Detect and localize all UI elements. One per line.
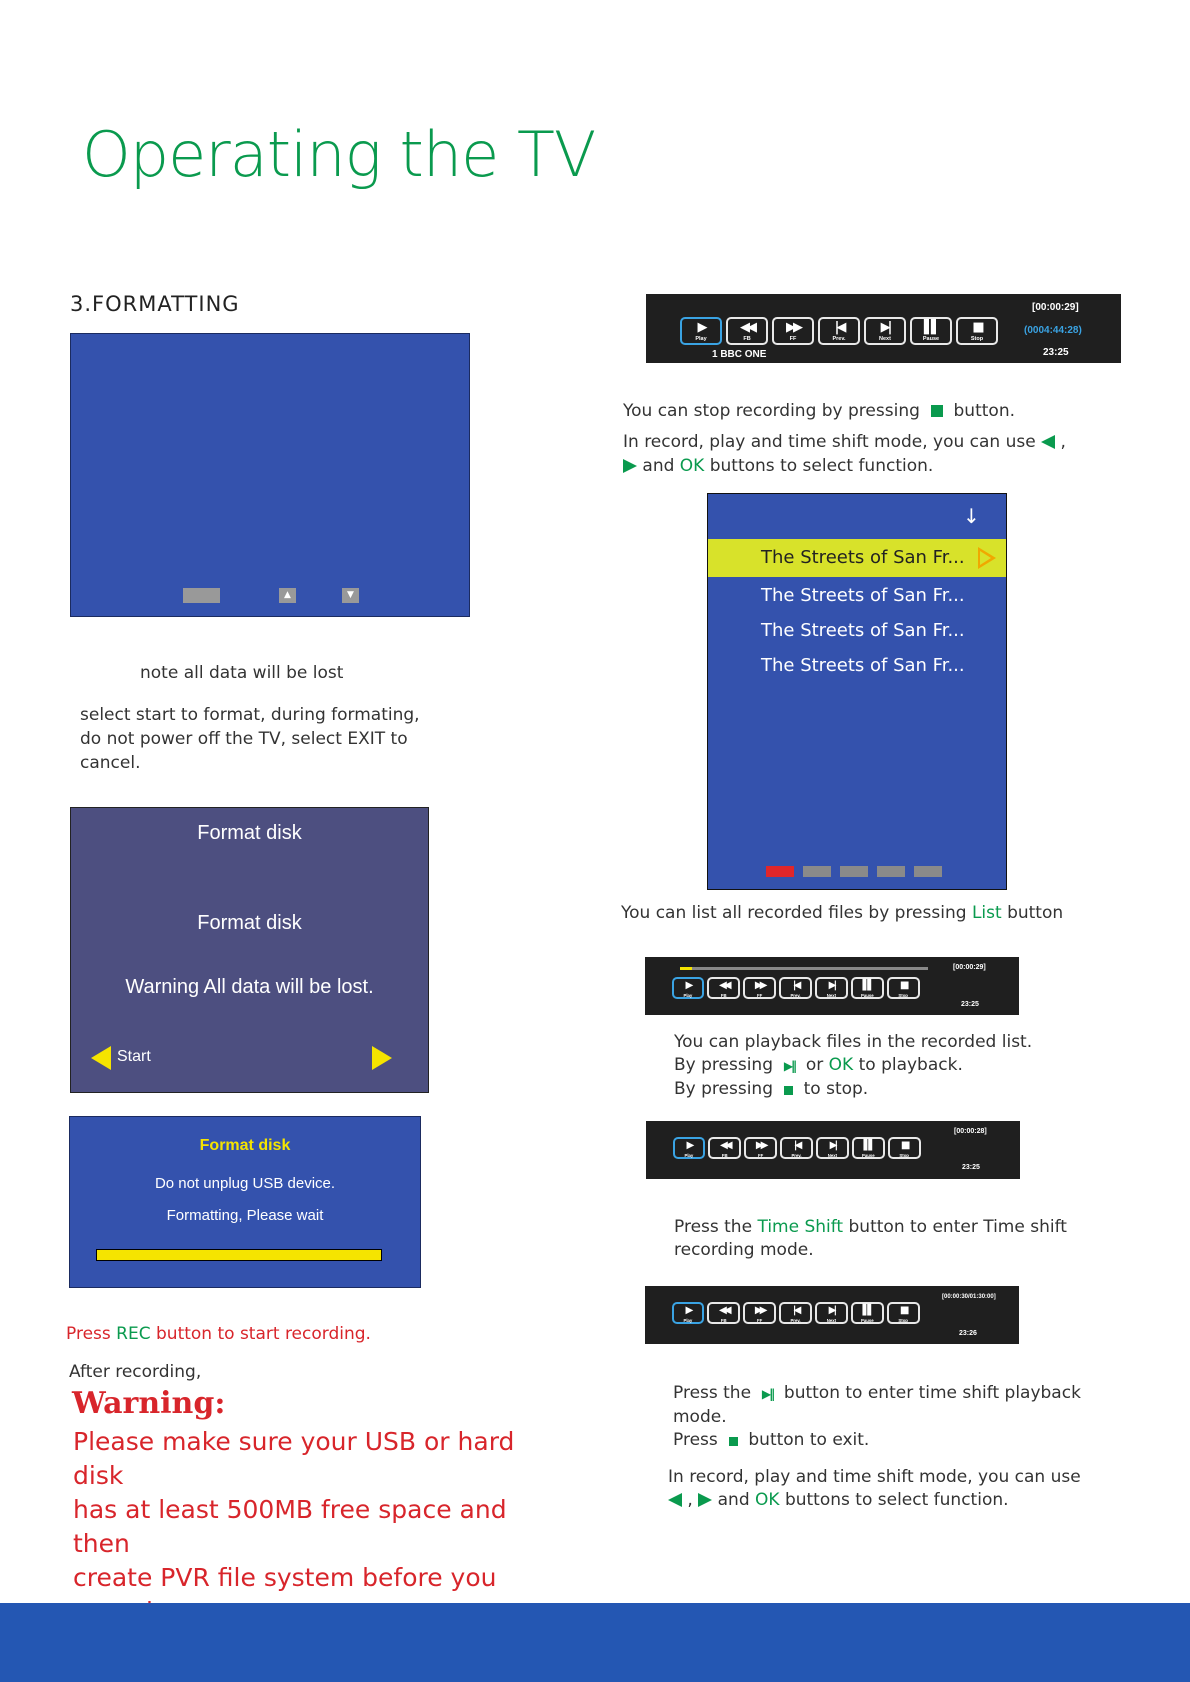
- player-button-glyph: ■: [899, 980, 907, 991]
- page-title: Operating the TV: [82, 118, 596, 191]
- player-button-glyph: ◀◀: [740, 320, 754, 335]
- warning-line3: create PVR file system before you: [73, 1563, 497, 1592]
- list-item[interactable]: The Streets of San Fr...: [761, 655, 965, 676]
- player-button-ff[interactable]: [772, 317, 814, 345]
- player-button-prev[interactable]: [779, 977, 812, 999]
- format-progress-fill: [97, 1250, 381, 1260]
- rec-press: Press: [66, 1324, 111, 1344]
- stop-text-before: You can stop recording by pressing: [623, 401, 920, 421]
- player-button-glyph: ▶|: [828, 980, 835, 991]
- color-key[interactable]: [840, 866, 868, 877]
- player-button-label: FF: [789, 336, 797, 342]
- player-button-stop[interactable]: [887, 1302, 920, 1324]
- color-key[interactable]: [914, 866, 942, 877]
- player-button-label: Prev.: [832, 336, 846, 342]
- play-pause-icon: ▶‖: [761, 1387, 774, 1401]
- stop-instruction: [623, 399, 1015, 423]
- player-button-stop[interactable]: [887, 977, 920, 999]
- player-button-prev[interactable]: [818, 317, 860, 345]
- tsplay-press: Press the: [673, 1383, 752, 1403]
- format-progress-line1: Do not unplug USB device.: [154, 1175, 336, 1192]
- list-item[interactable]: The Streets of San Fr...: [761, 620, 965, 641]
- nav2-ok: OK: [755, 1490, 780, 1510]
- player-button-pause[interactable]: [852, 1137, 885, 1159]
- player-button-label: Stop: [970, 336, 984, 342]
- format-dialog-title: Format disk: [197, 822, 302, 844]
- player-button-next[interactable]: [815, 977, 848, 999]
- player-remaining: (0004:44:28): [1024, 325, 1082, 336]
- play-pause-icon: ▶‖: [783, 1059, 796, 1073]
- player-button-glyph: ◀◀: [719, 1140, 730, 1151]
- format-screen: [70, 333, 470, 617]
- player-clock: 23:25: [1043, 347, 1069, 358]
- player-button-label: Stop: [898, 1318, 908, 1324]
- player-button-pause[interactable]: [851, 977, 884, 999]
- left-arrow-icon[interactable]: [91, 1046, 111, 1070]
- timeshift-key: Time Shift: [757, 1217, 844, 1237]
- down-arrow-icon: ▼: [342, 588, 359, 603]
- player-button-next[interactable]: [815, 1302, 848, 1324]
- tsplay-mode: mode.: [673, 1407, 727, 1427]
- player-button-glyph: ▶: [697, 320, 705, 335]
- player-button-label: FB: [720, 1318, 727, 1324]
- format-dialog: [70, 807, 429, 1093]
- list-item[interactable]: The Streets of San Fr...: [761, 585, 965, 606]
- player-button-fb[interactable]: [707, 977, 740, 999]
- player-button-glyph: |◀: [792, 980, 799, 991]
- tsplay-instruction: [673, 1382, 1123, 1452]
- player-clock: 23:26: [959, 1330, 977, 1337]
- list-text-after: button: [1007, 903, 1064, 923]
- player-button-label: FB: [743, 336, 751, 342]
- nav2-comma: ,: [687, 1490, 693, 1510]
- playback-line1: You can playback files in the recorded list.: [674, 1032, 1033, 1052]
- player-time: [00:00:28]: [954, 1128, 987, 1135]
- player-button-label: Play: [695, 336, 707, 342]
- player-bar-4: [645, 1286, 1019, 1344]
- player-clock: 23:25: [961, 1001, 979, 1008]
- nav-instruction-1: [623, 430, 1093, 478]
- player-button-label: Play: [683, 993, 693, 999]
- player-time: [00:00:29]: [953, 964, 986, 971]
- player-button-label: FB: [721, 1153, 728, 1159]
- nav2-line1: In record, play and time shift mode, you can use: [668, 1467, 1081, 1487]
- player-button-glyph: ▶▶: [754, 980, 765, 991]
- player-button-glyph: ▌▌: [863, 1140, 874, 1151]
- format-note: note all data will be lost: [140, 663, 344, 683]
- list-item[interactable]: The Streets of San Fr...: [761, 547, 965, 568]
- player-channel: 1 BBC ONE: [712, 349, 767, 360]
- player-button-play[interactable]: [672, 977, 705, 999]
- player-button-glyph: ■: [899, 1305, 907, 1316]
- player-button-label: Pause: [861, 1153, 875, 1159]
- left-icon: [1041, 435, 1055, 449]
- playback-by1: By pressing: [674, 1055, 773, 1075]
- player-button-ff[interactable]: [743, 1302, 776, 1324]
- player-button-label: Stop: [898, 993, 908, 999]
- player-button-next[interactable]: [816, 1137, 849, 1159]
- player-button-glyph: ▌▌: [862, 1305, 873, 1316]
- player-button-ff[interactable]: [744, 1137, 777, 1159]
- section-heading: 3.FORMATTING: [70, 292, 240, 316]
- player-bar-3: [646, 1121, 1020, 1179]
- format-screen-button: [183, 588, 220, 603]
- format-instructions: select start to format, during formating, do not power off the TV, select EXIT to cancel.: [80, 705, 420, 773]
- player-button-label: FF: [757, 1318, 763, 1324]
- stop-text-after: button.: [953, 401, 1015, 421]
- up-arrow-icon: ▲: [279, 588, 296, 603]
- player-button-glyph: ■: [900, 1140, 908, 1151]
- right-arrow-icon[interactable]: [372, 1046, 392, 1070]
- player-button-play[interactable]: [672, 1302, 705, 1324]
- down-arrow-indicator: ↓: [963, 504, 980, 528]
- nav1-and: and: [642, 456, 675, 476]
- player-button-label: Pause: [860, 993, 874, 999]
- player-button-glyph: ◀◀: [718, 1305, 729, 1316]
- player-button-label: Next: [826, 1318, 837, 1324]
- stop-icon: [784, 1086, 793, 1095]
- rec-instruction: [66, 1322, 371, 1346]
- player-button-glyph: ▶|: [828, 1305, 835, 1316]
- player-button-glyph: ▶: [685, 1305, 691, 1316]
- format-progress-line2: Formatting, Please wait: [166, 1207, 324, 1224]
- playback-progress-fill: [680, 967, 692, 970]
- stop-icon: [931, 405, 943, 417]
- player-button-glyph: ▶: [685, 980, 691, 991]
- warning-heading: Warning:: [72, 1386, 226, 1421]
- player-button-next[interactable]: [864, 317, 906, 345]
- after-recording: After recording,: [69, 1362, 202, 1382]
- player-bar-1: [646, 294, 1121, 363]
- player-button-stop[interactable]: [888, 1137, 921, 1159]
- player-button-fb[interactable]: [726, 317, 768, 345]
- playback-ok: OK: [828, 1055, 854, 1075]
- player-time: [00:00:29]: [1032, 302, 1079, 313]
- player-button-prev[interactable]: [779, 1302, 812, 1324]
- nav1-rest: buttons to select function.: [709, 456, 934, 476]
- format-progress-dialog: [69, 1116, 421, 1288]
- start-label[interactable]: Start: [117, 1048, 151, 1065]
- player-button-label: Next: [879, 336, 891, 342]
- format-dialog-warning: Warning All data will be lost.: [125, 976, 374, 998]
- player-button-play[interactable]: [673, 1137, 706, 1159]
- color-key[interactable]: [766, 866, 794, 877]
- playback-progress: [680, 967, 928, 970]
- player-button-fb[interactable]: [708, 1137, 741, 1159]
- player-button-glyph: |◀: [793, 1140, 800, 1151]
- nav1-ok: OK: [679, 456, 705, 476]
- playback-by2: By pressing: [674, 1079, 773, 1099]
- player-button-label: Next: [827, 1153, 838, 1159]
- player-button-ff[interactable]: [743, 977, 776, 999]
- rec-rest: button to start recording.: [156, 1324, 371, 1344]
- player-clock: 23:25: [962, 1164, 980, 1171]
- format-progress-bar: [96, 1249, 382, 1261]
- player-button-label: Play: [684, 1153, 694, 1159]
- player-button-glyph: ▶|: [880, 320, 890, 335]
- player-button-play[interactable]: [680, 317, 722, 345]
- player-button-fb[interactable]: [707, 1302, 740, 1324]
- playback-or: or: [805, 1055, 824, 1075]
- player-button-label: FF: [758, 1153, 764, 1159]
- warning-line2: has at least 500MB free space and then: [73, 1495, 507, 1558]
- stop-icon: [729, 1437, 738, 1446]
- nav-instruction-2: [668, 1466, 1138, 1512]
- player-button-glyph: ▌▌: [862, 980, 873, 991]
- player-button-glyph: ◀◀: [718, 980, 729, 991]
- timeshift-rest2: recording mode.: [674, 1240, 814, 1260]
- player-button-label: Play: [683, 1318, 693, 1324]
- player-button-label: Prev.: [791, 1153, 802, 1159]
- player-bar-2: [645, 957, 1019, 1015]
- tsplay-exit: button to exit.: [748, 1430, 870, 1450]
- player-button-pause[interactable]: [851, 1302, 884, 1324]
- color-key[interactable]: [803, 866, 831, 877]
- player-button-glyph: |◀: [792, 1305, 799, 1316]
- player-button-glyph: ▌▌: [924, 320, 938, 335]
- nav1-line1: In record, play and time shift mode, you can use: [623, 432, 1036, 452]
- player-button-prev[interactable]: [780, 1137, 813, 1159]
- player-button-glyph: ▶▶: [755, 1140, 766, 1151]
- playback-instruction: [674, 1031, 1032, 1101]
- timeshift-instruction: [674, 1216, 1067, 1262]
- nav2-rest: buttons to select function.: [784, 1490, 1009, 1510]
- timeshift-press: Press the: [674, 1217, 753, 1237]
- player-time: [00:00:30/01:30:00]: [942, 1294, 996, 1300]
- playback-to: to playback.: [858, 1055, 963, 1075]
- tsplay-press2: Press: [673, 1430, 718, 1450]
- tsplay-rest1: button to enter time shift playback: [783, 1383, 1081, 1403]
- player-button-glyph: ■: [972, 320, 982, 335]
- player-button-pause[interactable]: [910, 317, 952, 345]
- player-button-label: FF: [757, 993, 763, 999]
- player-button-label: Prev.: [790, 993, 801, 999]
- nav2-and: and: [717, 1490, 750, 1510]
- player-button-label: Stop: [899, 1153, 909, 1159]
- player-button-stop[interactable]: [956, 317, 998, 345]
- rec-key: REC: [116, 1324, 151, 1344]
- player-button-label: Pause: [860, 1318, 874, 1324]
- timeshift-rest1: button to enter Time shift: [848, 1217, 1067, 1237]
- player-button-glyph: ▶▶: [786, 320, 800, 335]
- list-text-before: You can list all recorded files by pressing: [621, 903, 967, 923]
- player-button-label: Prev.: [790, 1318, 801, 1324]
- player-button-glyph: ▶|: [829, 1140, 836, 1151]
- list-instruction: [621, 901, 1063, 925]
- player-button-label: FB: [720, 993, 727, 999]
- format-progress-title: Format disk: [199, 1137, 291, 1154]
- recorded-list-panel: [707, 493, 1007, 890]
- player-button-label: Pause: [922, 336, 940, 342]
- color-key[interactable]: [877, 866, 905, 877]
- nav1-comma: ,: [1060, 432, 1066, 452]
- player-button-glyph: |◀: [834, 320, 844, 335]
- footer-band: [0, 1603, 1190, 1682]
- left-icon: [668, 1493, 682, 1507]
- playback-stop: to stop.: [803, 1079, 869, 1099]
- warning-line1: Please make sure your USB or hard disk: [73, 1427, 515, 1490]
- player-button-glyph: ▶▶: [754, 1305, 765, 1316]
- player-button-glyph: ▶: [686, 1140, 692, 1151]
- right-icon: [698, 1493, 712, 1507]
- format-dialog-option[interactable]: Format disk: [197, 912, 302, 934]
- list-key: List: [971, 903, 1002, 923]
- player-button-label: Next: [826, 993, 837, 999]
- right-icon: [623, 459, 637, 473]
